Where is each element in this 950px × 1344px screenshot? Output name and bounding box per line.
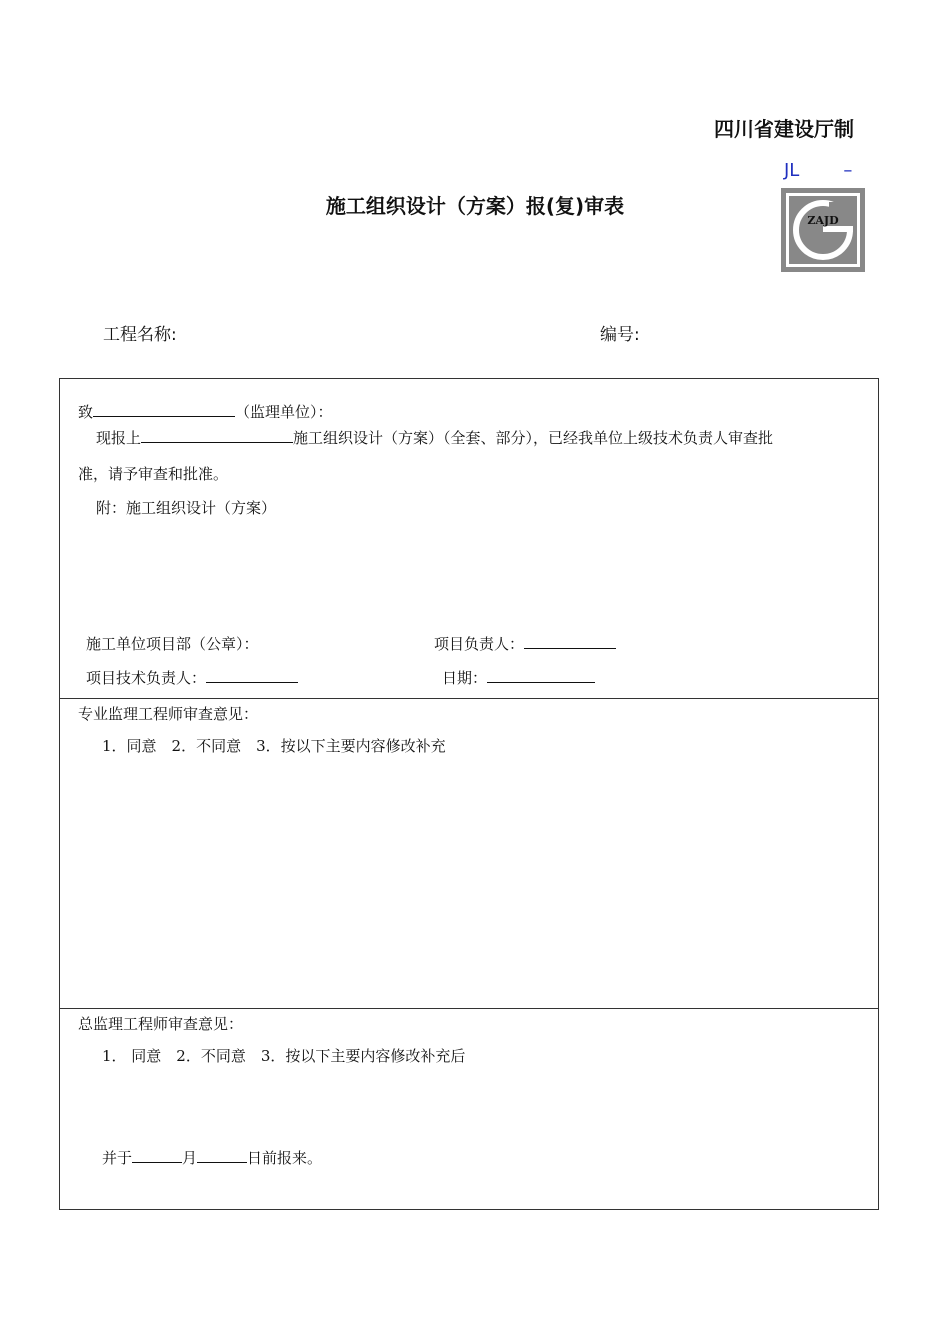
- date-line: [442, 667, 595, 688]
- contractor-label: 施工单位项目部（公章）：: [86, 635, 259, 653]
- section-divider-2: [60, 1008, 878, 1009]
- tech-lead-field[interactable]: [206, 668, 298, 683]
- supervisor-unit-field[interactable]: [93, 402, 235, 417]
- chief-opinion-label: 总监理工程师审查意见：: [78, 1015, 244, 1033]
- design-name-field[interactable]: [141, 428, 293, 443]
- tech-lead-label: 项目技术负责人：: [86, 669, 207, 687]
- specialist-opinion-options[interactable]: 1．同意 2．不同意 3．按以下主要内容修改补充: [102, 737, 446, 755]
- form-code-prefix: JL: [784, 160, 800, 181]
- to-suffix: （监理单位）：: [235, 403, 333, 421]
- resubmit-month-label: 月: [182, 1149, 198, 1167]
- form-code-dash: –: [843, 160, 853, 181]
- project-manager-field[interactable]: [524, 634, 616, 649]
- report-line: [96, 427, 773, 448]
- resubmit-month-field[interactable]: [132, 1148, 182, 1163]
- resubmit-line: [102, 1147, 322, 1168]
- attachment-line: 附：施工组织设计（方案）: [96, 499, 277, 517]
- specialist-opinion-label: 专业监理工程师审查意见：: [78, 705, 259, 723]
- project-name-label: 工程名称:: [103, 325, 177, 345]
- addressee-line: [78, 401, 333, 422]
- resubmit-prefix: 并于: [102, 1149, 133, 1167]
- report-line-2: 准，请予审查和批准。: [78, 465, 229, 483]
- review-form-table: [59, 378, 879, 1210]
- chief-opinion-options[interactable]: 1． 同意 2．不同意 3．按以下主要内容修改补充后: [102, 1047, 466, 1065]
- project-manager-label: 项目负责人：: [434, 635, 525, 653]
- report-prefix: 现报上: [96, 429, 142, 447]
- project-manager-line: [434, 633, 616, 654]
- page-title: 施工组织设计（方案）报(复)审表: [325, 194, 625, 218]
- report-suffix: 施工组织设计（方案）（全套、部分），已经我单位上级技术负责人审查批: [293, 429, 774, 447]
- date-label: 日期：: [442, 669, 488, 687]
- resubmit-day-field[interactable]: [197, 1148, 247, 1163]
- date-field[interactable]: [487, 668, 595, 683]
- number-label: 编号:: [600, 325, 640, 345]
- logo-text: ZAJD: [807, 214, 839, 227]
- to-prefix: 致: [78, 403, 94, 421]
- tech-lead-line: [86, 667, 298, 688]
- form-code: [784, 160, 852, 181]
- resubmit-suffix: 日前报来。: [247, 1149, 323, 1167]
- section-divider-1: [60, 698, 878, 699]
- issuer-text: 四川省建设厅制: [714, 117, 854, 141]
